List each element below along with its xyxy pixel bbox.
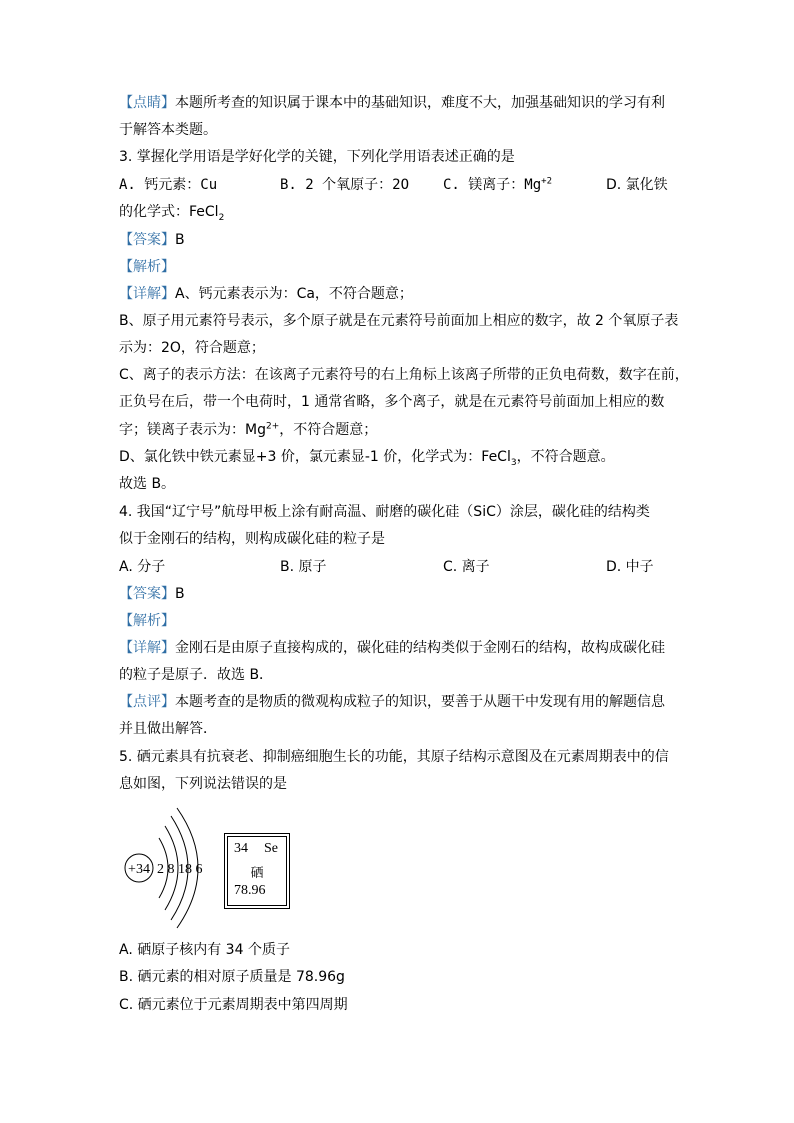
q4-comment-line-2: 并且做出解答． — [119, 721, 217, 737]
q5-option-b: B. 硒元素的相对原子质量是 78.96g — [119, 969, 345, 985]
q3-detail-line-3: 示为：2O，符合题意； — [119, 340, 265, 356]
q3-detail-7-post: ，不符合题意。 — [516, 449, 615, 465]
periodic-table-cell — [227, 836, 287, 906]
q4-option-d: D. 中子 — [606, 559, 654, 575]
q3-option-a: A. 钙元素：Cu — [119, 177, 218, 193]
q3-option-d: D. 氯化铁 — [606, 177, 668, 193]
q4-detail-tag: 【详解】 — [119, 640, 175, 656]
q4-comment-line-1 — [119, 692, 665, 712]
q3-stem: 3. 掌握化学用语是学好化学的关键，下列化学用语表述正确的是 — [119, 149, 515, 165]
q4-answer — [119, 584, 185, 604]
q4-answer-tag: 【答案】 — [119, 586, 175, 602]
comment-tag: 【点睛】 — [119, 95, 175, 111]
q3-answer-tag: 【答案】 — [119, 232, 175, 248]
q4-analysis-tag: 【解析】 — [119, 613, 175, 629]
q4-option-a: A. 分子 — [119, 559, 166, 575]
q3-detail-line-5: 正负号在后，带一个电荷时，1 通常省略，多个离子，就是在元素符号前面加上相应的数 — [119, 394, 665, 410]
shell-electrons: 2 8 18 6 — [157, 862, 203, 877]
q4-answer-value: B — [175, 586, 185, 602]
q4-option-b: B. 原子 — [280, 559, 327, 575]
q4-stem-line-1: 4. 我国“辽宁号”航母甲板上涂有耐高温、耐磨的碳化硅（SiC）涂层，碳化硅的结构类 — [119, 504, 650, 520]
q3-detail-line-4: C、离子的表示方法：在该离子元素符号的右上角标上该离子所带的正负电荷数，数字在前， — [119, 367, 689, 383]
comment-line-2: 于解答本类题。 — [119, 122, 217, 138]
q4-detail-line-2: 的粒子是原子．故选 B． — [119, 667, 274, 683]
q3-option-c — [443, 175, 552, 195]
q3-detail-7-sub: 3 — [510, 457, 517, 468]
element-atomic-number: 34 — [234, 841, 248, 856]
q3-detail-line-1 — [119, 284, 413, 304]
q3-option-b: B. 2 个氧原子：2O — [280, 177, 410, 193]
q4-detail-text-1: 金刚石是由原子直接构成的，碳化硅的结构类似于金刚石的结构，故构成碳化硅 — [175, 640, 665, 656]
nucleus-charge: +34 — [128, 862, 150, 877]
element-name: 硒 — [250, 866, 264, 881]
element-symbol: Se — [264, 841, 278, 856]
q5-option-c: C. 硒元素位于元素周期表中第四周期 — [119, 997, 348, 1013]
element-atomic-mass: 78.96 — [234, 883, 266, 898]
q3-detail-tag: 【详解】 — [119, 286, 175, 302]
q3-answer-value: B — [175, 232, 185, 248]
q3-detail-7-pre: D、氯化铁中铁元素显+3 价，氯元素显-1 价，化学式为：FeCl — [119, 449, 511, 465]
q3-option-d-text: 的化学式：FeCl — [119, 204, 219, 220]
q3-detail-6-sup: 2+ — [265, 421, 280, 432]
q3-detail-text-1: A、钙元素表示为：Ca，不符合题意； — [175, 286, 413, 302]
comment-text-1: 本题所考查的知识属于课本中的基础知识，难度不大，加强基础知识的学习有利 — [175, 95, 665, 111]
q3-conclusion: 故选 B。 — [119, 476, 176, 492]
q4-comment-tag: 【点评】 — [119, 694, 175, 710]
atom-structure-diagram — [119, 800, 319, 930]
q3-option-d-cont — [119, 202, 224, 222]
q3-detail-6-pre: 字；镁离子表示为：Mg — [119, 422, 266, 438]
q3-detail-line-2: B、原子用元素符号表示，多个原子就是在元素符号前面加上相应的数字，故 2 个氧原子表 — [119, 313, 679, 329]
q3-option-d-sub: 2 — [218, 212, 225, 223]
q3-option-c-sup: +2 — [541, 176, 552, 187]
q4-stem-line-2: 似于金刚石的结构，则构成碳化硅的粒子是 — [119, 531, 385, 547]
q5-stem-line-1: 5. 硒元素具有抗衰老、抑制癌细胞生长的功能，其原子结构示意图及在元素周期表中的信 — [119, 749, 669, 765]
q4-option-c: C. 离子 — [443, 559, 490, 575]
q3-analysis-tag: 【解析】 — [119, 259, 175, 275]
q4-detail-line-1 — [119, 638, 665, 658]
q4-comment-text-1: 本题考查的是物质的微观构成粒子的知识，要善于从题干中发现有用的解题信息 — [175, 694, 665, 710]
q3-option-c-text: C. 镁离子：Mg — [443, 177, 542, 193]
q3-answer — [119, 230, 185, 250]
q3-detail-line-6 — [119, 420, 377, 440]
q5-stem-line-2: 息如图，下列说法错误的是 — [119, 776, 287, 792]
q5-option-a: A. 硒原子核内有 34 个质子 — [119, 942, 290, 958]
q3-detail-line-7 — [119, 447, 615, 467]
q3-detail-6-post: ，不符合题意； — [279, 422, 378, 438]
comment-line-1 — [119, 93, 665, 113]
